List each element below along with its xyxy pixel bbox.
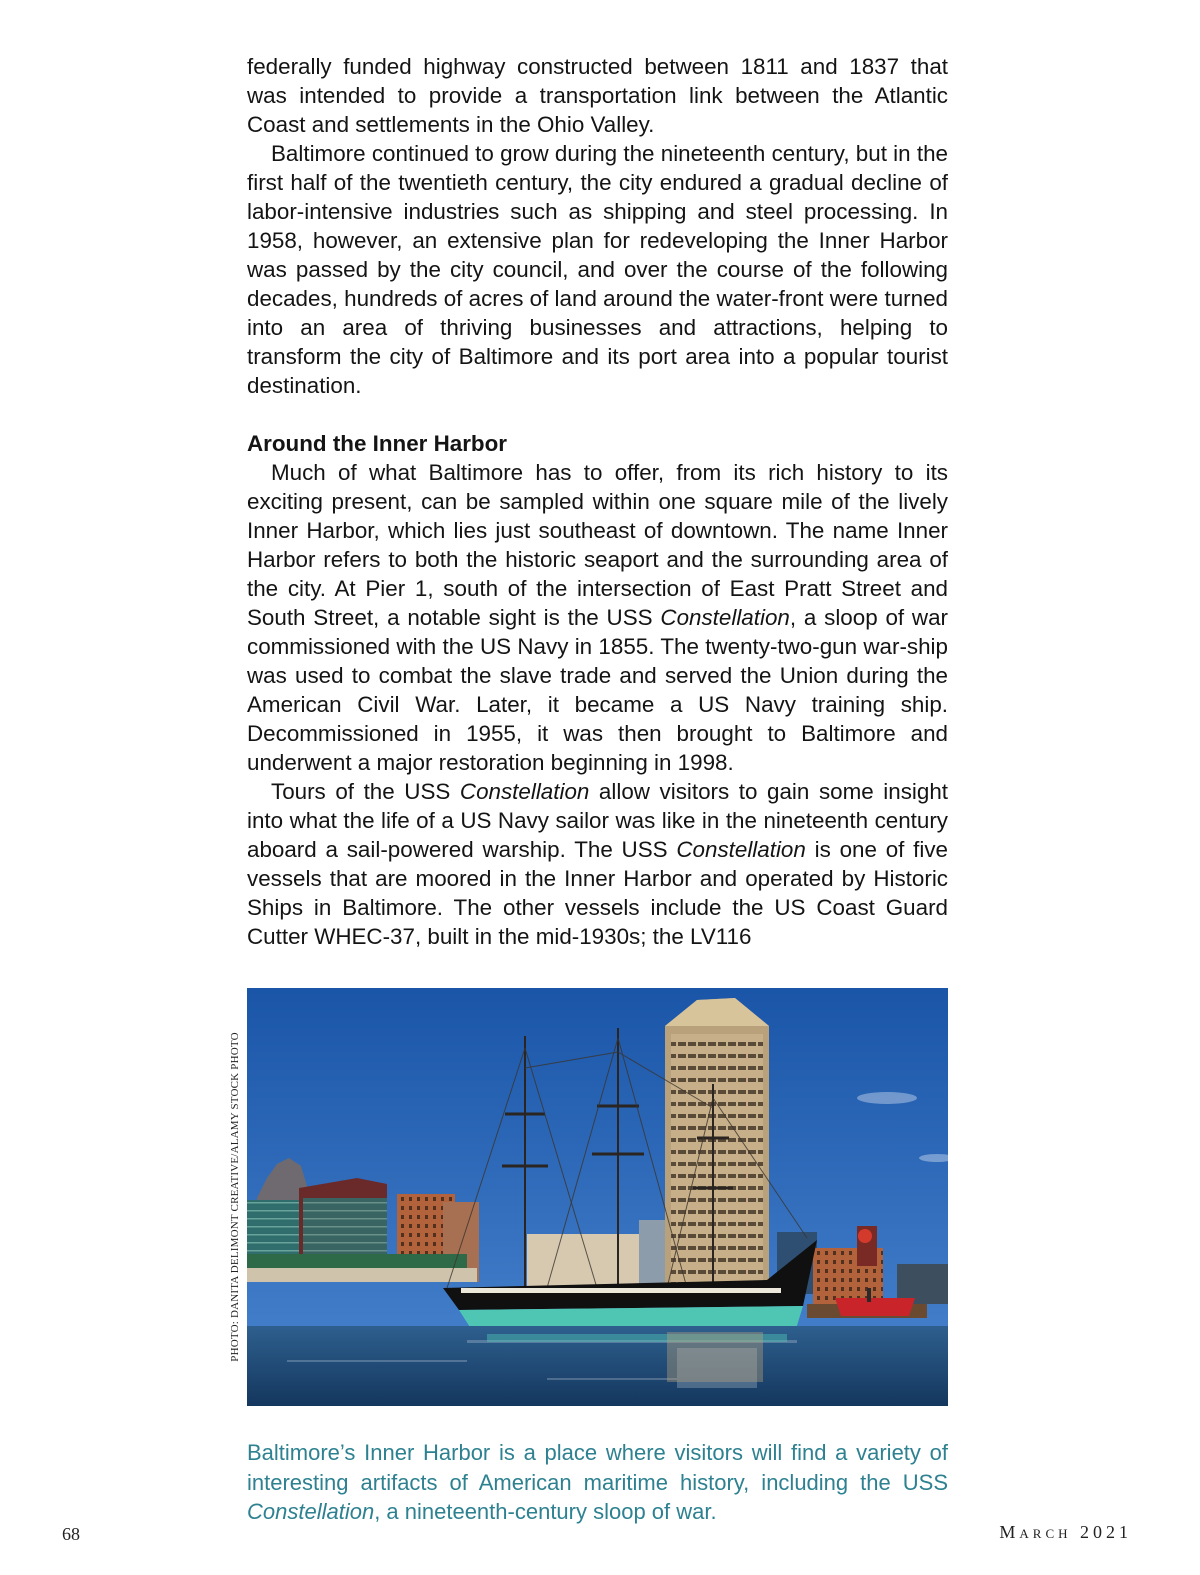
inner-harbor-photo bbox=[247, 988, 948, 1406]
caption-text: Baltimore’s Inner Harbor is a place where visitors will find a variety of interesting artifacts of American maritime history, including the USS bbox=[247, 1440, 948, 1495]
issue-date: March 2021 bbox=[999, 1522, 1132, 1542]
section-heading: Around the Inner Harbor bbox=[247, 431, 507, 456]
ship-name: Constellation bbox=[660, 605, 790, 630]
paragraph-text: Much of what Baltimore has to offer, from its rich history to its exciting present, can be sampled within one square mile of the lively Inner Harbor, which lies just southeast of downtown. The name Inner Harbor refers to both the historic seaport and the surrounding area of the city. At Pier 1, south of the intersection of East Pratt Street and South Street, a notable sight is the USS bbox=[247, 460, 948, 630]
photo-credit: PHOTO: DANITA DELIMONT CREATIVE/ALAMY STOCK PHOTO bbox=[229, 1032, 241, 1362]
paragraph-text: is one of five vessels that are moored in the Inner Harbor and operated by Historic Ships in Baltimore. The other vessels include the US Coast Guard Cutter WHEC-37, built in the mid-1930s; the LV116 bbox=[247, 837, 949, 949]
paragraph-highway: federally funded highway constructed between 1811 and 1837 that was intended to provide a transportation link between the Atlantic Coast and settlements in the Ohio Valley. bbox=[247, 54, 948, 137]
ship-name: Constellation bbox=[459, 779, 590, 804]
article-body bbox=[247, 52, 948, 951]
paragraph-text: Tours of the USS bbox=[271, 779, 460, 804]
caption-text: , a nineteenth-century sloop of war. bbox=[374, 1499, 717, 1524]
page-number: 68 bbox=[62, 1524, 80, 1544]
paragraph-growth: Baltimore continued to grow during the nineteenth century, but in the first half of the twentieth century, the city endured a gradual decline of labor-intensive industries such as shipping and steel processing. In 1958, however, an extensive plan for redeveloping the Inner Harbor was passed by the city council, and over the course of the following decades, hundreds of acres of land around the water-front were turned into an area of thriving businesses and attractions, helping to transform the city of Baltimore and its port area into a popular tourist destination. bbox=[247, 141, 948, 398]
paragraph-text: allow visitors to gain some insight into what the life of a US Navy sailor was like in the nineteenth century aboard a sail-powered warship. The USS bbox=[247, 779, 948, 862]
ship-name: Constellation bbox=[676, 837, 806, 862]
paragraph-inner-harbor bbox=[247, 458, 948, 777]
photo-caption bbox=[247, 1438, 948, 1527]
paragraph-text: , a sloop of war commissioned with the US Navy in 1855. The twenty-two-gun war-ship was used to combat the slave trade and served the Union during the American Civil War. Later, it became a US Navy training ship. Decommissioned in 1955, it was then brought to Baltimore and underwent a major restoration beginning in 1998. bbox=[247, 605, 949, 775]
paragraph-tours bbox=[247, 777, 948, 951]
caption-ship-name: Constellation bbox=[247, 1499, 375, 1524]
